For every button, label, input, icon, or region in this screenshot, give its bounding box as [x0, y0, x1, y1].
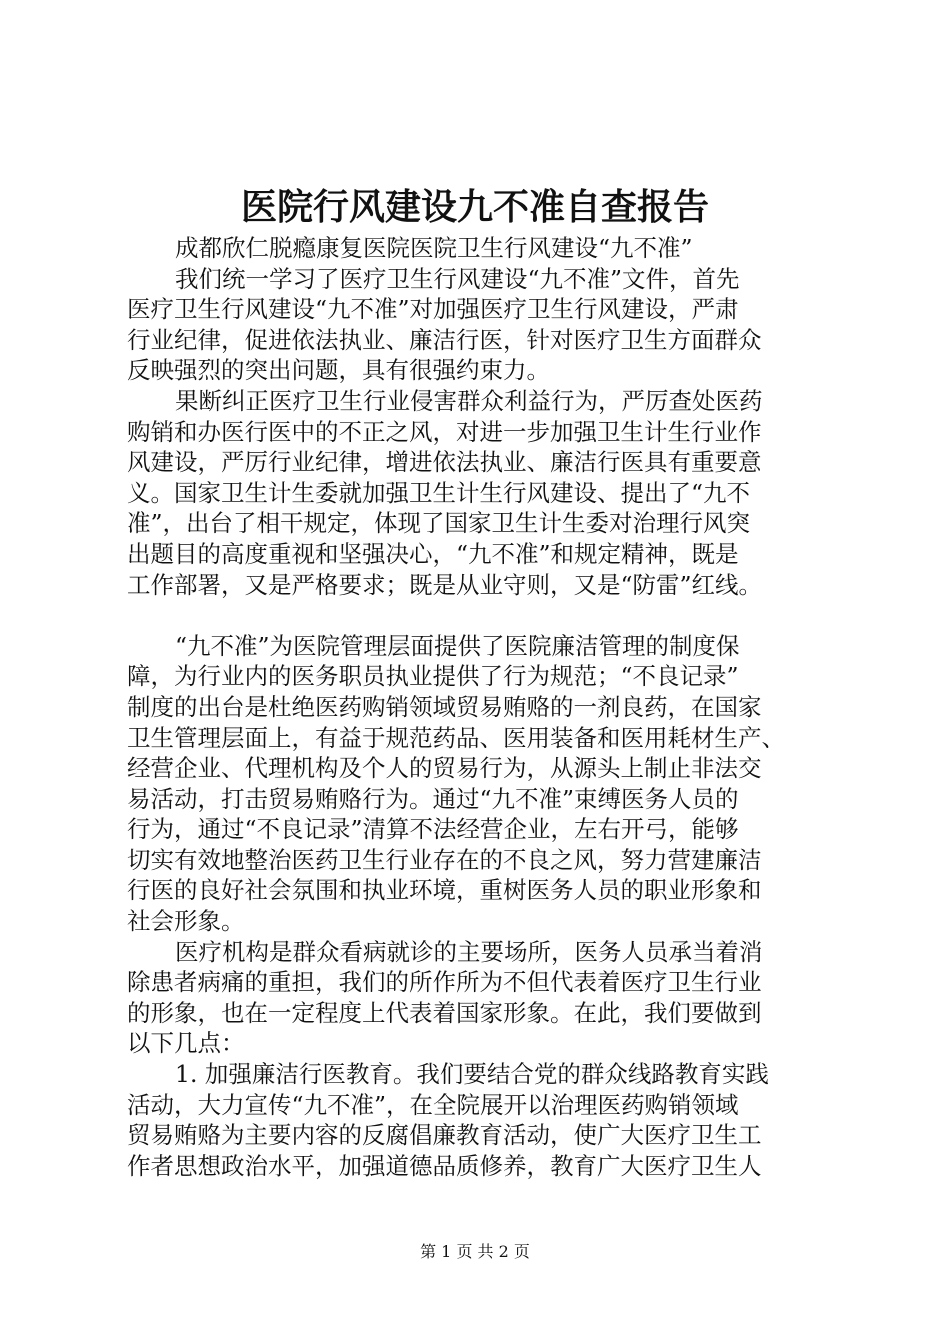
paragraph-line: 经营企业、代理机构及个人的贸易行为，从源头上制止非法交: [127, 754, 762, 783]
page-number-footer: 第 1 页 共 2 页: [420, 1242, 530, 1261]
paragraph-line: 工作部署，又是严格要求；既是从业守则，又是“防雷”红线。: [127, 570, 763, 599]
paragraph-line: 作者思想政治水平，加强道德品质修养，教育广大医疗卫生人: [127, 1151, 762, 1180]
paragraph-line: 行为，通过“不良记录”清算不法经营企业，左右开弓，能够: [127, 815, 739, 844]
paragraph-line: 果断纠正医疗卫生行业侵害群众利益行为，严厉查处医药: [175, 386, 763, 415]
paragraph-gap: [127, 600, 847, 631]
paragraph-line: 准”，出台了相干规定，体现了国家卫生计生委对治理行风突: [127, 509, 751, 538]
paragraph-line: 医疗机构是群众看病就诊的主要场所，医务人员承当着消: [175, 937, 763, 966]
paragraph-line: 卫生管理层面上，有益于规范药品、医用装备和医用耗材生产、: [127, 723, 785, 752]
paragraph-line: 活动，大力宣传“九不准”，在全院展开以治理医药购销领域: [127, 1090, 739, 1119]
paragraph-line: 出题目的高度重视和坚强决心，“九不准”和规定精神，既是: [127, 539, 739, 568]
paragraph-line: 贸易贿赂为主要内容的反腐倡廉教育活动，使广大医疗卫生工: [127, 1121, 762, 1150]
paragraph-line: 医疗卫生行风建设“九不准”对加强医疗卫生行风建设，严肃: [127, 295, 739, 324]
paragraph-line: 义。国家卫生计生委就加强卫生计生行风建设、提出了“九不: [127, 478, 751, 507]
paragraph-line: 反映强烈的突出问题，具有很强约束力。: [127, 356, 550, 385]
paragraph-line: 易活动，打击贸易贿赂行为。通过“九不准”束缚医务人员的: [127, 784, 739, 813]
paragraph-line: 成都欣仁脱瘾康复医院医院卫生行风建设“九不准”: [175, 234, 693, 262]
paragraph-line: “九不准”为医院管理层面提供了医院廉洁管理的制度保: [175, 631, 740, 660]
paragraph-line: 除患者病痛的重担，我们的所作所为不但代表着医疗卫生行业: [127, 968, 762, 997]
paragraph-line: 风建设，严厉行业纪律，增进依法执业、廉洁行医具有重要意: [127, 448, 762, 477]
paragraph-line: 我们统一学习了医疗卫生行风建设“九不准”文件，首先: [175, 264, 740, 293]
paragraph-line: 以下几点：: [127, 1029, 245, 1058]
paragraph-line: 购销和办医行医中的不正之风，对进一步加强卫生计生行业作: [127, 417, 762, 446]
paragraph-line: 1. 加强廉洁行医教育。我们要结合党的群众线路教育实践: [175, 1060, 769, 1089]
paragraph-line: 社会形象。: [127, 907, 245, 936]
paragraph-line: 切实有效地整治医药卫生行业存在的不良之风，努力营建廉洁: [127, 845, 762, 874]
document-body: [127, 233, 847, 1181]
paragraph-line: 制度的出台是杜绝医药购销领域贸易贿赂的一剂良药，在国家: [127, 692, 762, 721]
paragraph-line: 障，为行业内的医务职员执业提供了行为规范；“不良记录”: [127, 662, 739, 691]
paragraph-line: 行业纪律，促进依法执业、廉洁行医，针对医疗卫生方面群众: [127, 325, 762, 354]
paragraph-line: 行医的良好社会氛围和执业环境，重树医务人员的职业形象和: [127, 876, 762, 905]
paragraph-line: 的形象，也在一定程度上代表着国家形象。在此，我们要做到: [127, 998, 762, 1027]
document-title: 医院行风建设九不准自查报告: [240, 186, 709, 228]
